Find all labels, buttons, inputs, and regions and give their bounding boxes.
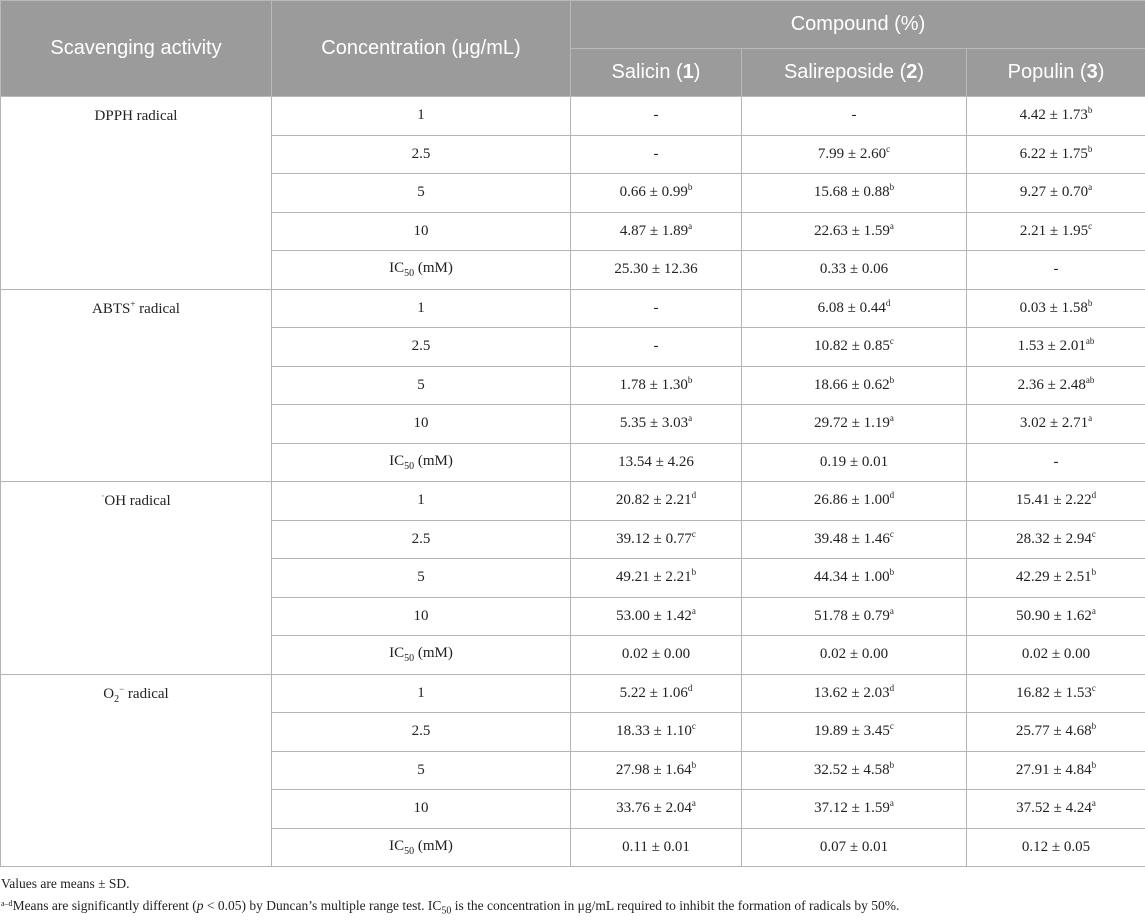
ic50-value: 0.02 ± 0.00 <box>967 636 1145 675</box>
value-cell: 6.22 ± 1.75$^b$ <box>967 135 1145 174</box>
value-cell: 37.52 ± 4.24$^a$ <box>967 790 1145 829</box>
value-cell: 37.12 ± 1.59$^a$ <box>742 790 967 829</box>
value-cell: 2.21 ± 1.95$^c$ <box>967 212 1145 251</box>
value-cell: 25.77 ± 4.68$^b$ <box>967 713 1145 752</box>
footnote-significance: $^{a-d}$Means are significantly different (p < 0.05) by Duncan’s multiple range test. $IC_{50}$ is the concentration in μg/mL required to inhibit the formation of radicals by 50%. <box>1 895 1145 923</box>
footnote-values: Values are means ± SD. <box>1 873 1145 895</box>
table-footnotes <box>0 867 1145 923</box>
concentration-cell: 1 <box>272 289 571 328</box>
value-cell: 15.68 ± 0.88$^b$ <box>742 174 967 213</box>
table-row <box>1 482 1145 521</box>
concentration-cell: 2.5 <box>272 328 571 367</box>
value-cell: 0.66 ± 0.99$^b$ <box>571 174 742 213</box>
value-cell: 5.22 ± 1.06$^d$ <box>571 674 742 713</box>
value-cell: 6.08 ± 0.44$^d$ <box>742 289 967 328</box>
ic50-value: - <box>967 251 1145 290</box>
value-cell: 20.82 ± 2.21$^d$ <box>571 482 742 521</box>
value-cell: 51.78 ± 0.79$^a$ <box>742 597 967 636</box>
ic50-label: $IC_{50}$ (mM) <box>272 443 571 482</box>
value-cell: 4.42 ± 1.73$^b$ <box>967 97 1145 136</box>
header-activity: Scavenging activity <box>1 1 272 97</box>
value-cell: 1.53 ± 2.01$^{ab}$ <box>967 328 1145 367</box>
concentration-cell: 10 <box>272 597 571 636</box>
concentration-cell: 10 <box>272 405 571 444</box>
concentration-cell: 10 <box>272 212 571 251</box>
ic50-value: 0.07 ± 0.01 <box>742 828 967 867</box>
header-concentration: Concentration (μg/mL) <box>272 1 571 97</box>
value-cell: 28.32 ± 2.94$^c$ <box>967 520 1145 559</box>
value-cell: 4.87 ± 1.89$^a$ <box>571 212 742 251</box>
value-cell: - <box>571 97 742 136</box>
activity-label: $O_2^-$ radical <box>1 674 272 867</box>
value-cell: 22.63 ± 1.59$^a$ <box>742 212 967 251</box>
concentration-cell: 5 <box>272 751 571 790</box>
activity-label: ·OH radical <box>1 482 272 675</box>
concentration-cell: 1 <box>272 482 571 521</box>
value-cell: 27.91 ± 4.84$^b$ <box>967 751 1145 790</box>
table-row <box>1 674 1145 713</box>
ic50-value: - <box>967 443 1145 482</box>
value-cell: - <box>571 328 742 367</box>
value-cell: 39.12 ± 0.77$^c$ <box>571 520 742 559</box>
concentration-cell: 5 <box>272 174 571 213</box>
activity-label: DPPH radical <box>1 97 272 290</box>
concentration-cell: 1 <box>272 97 571 136</box>
value-cell: 1.78 ± 1.30$^b$ <box>571 366 742 405</box>
activity-label: ABTS+ radical <box>1 289 272 482</box>
value-cell: 29.72 ± 1.19$^a$ <box>742 405 967 444</box>
concentration-cell: 5 <box>272 559 571 598</box>
ic50-value: 0.33 ± 0.06 <box>742 251 967 290</box>
value-cell: 26.86 ± 1.00$^d$ <box>742 482 967 521</box>
table-row <box>1 289 1145 328</box>
header-compound-2: Salireposide (2) <box>742 49 967 97</box>
ic50-value: 0.02 ± 0.00 <box>571 636 742 675</box>
concentration-cell: 5 <box>272 366 571 405</box>
table-header <box>1 1 1145 97</box>
value-cell: 18.33 ± 1.10$^c$ <box>571 713 742 752</box>
table-body <box>1 97 1145 867</box>
ic50-value: 13.54 ± 4.26 <box>571 443 742 482</box>
value-cell: 19.89 ± 3.45$^c$ <box>742 713 967 752</box>
value-cell: 50.90 ± 1.62$^a$ <box>967 597 1145 636</box>
header-compound-1: Salicin (1) <box>571 49 742 97</box>
value-cell: 0.03 ± 1.58$^b$ <box>967 289 1145 328</box>
table-row <box>1 97 1145 136</box>
concentration-cell: 2.5 <box>272 135 571 174</box>
concentration-cell: 2.5 <box>272 713 571 752</box>
value-cell: 42.29 ± 2.51$^b$ <box>967 559 1145 598</box>
value-cell: 39.48 ± 1.46$^c$ <box>742 520 967 559</box>
ic50-value: 0.19 ± 0.01 <box>742 443 967 482</box>
value-cell: 33.76 ± 2.04$^a$ <box>571 790 742 829</box>
value-cell: - <box>742 97 967 136</box>
ic50-label: $IC_{50}$ (mM) <box>272 636 571 675</box>
value-cell: - <box>571 135 742 174</box>
value-cell: 3.02 ± 2.71$^a$ <box>967 405 1145 444</box>
ic50-value: 0.12 ± 0.05 <box>967 828 1145 867</box>
value-cell: 2.36 ± 2.48$^{ab}$ <box>967 366 1145 405</box>
value-cell: 53.00 ± 1.42$^a$ <box>571 597 742 636</box>
value-cell: 15.41 ± 2.22$^d$ <box>967 482 1145 521</box>
value-cell: 44.34 ± 1.00$^b$ <box>742 559 967 598</box>
value-cell: 16.82 ± 1.53$^c$ <box>967 674 1145 713</box>
value-cell: 7.99 ± 2.60$^c$ <box>742 135 967 174</box>
value-cell: 32.52 ± 4.58$^b$ <box>742 751 967 790</box>
value-cell: 49.21 ± 2.21$^b$ <box>571 559 742 598</box>
value-cell: 18.66 ± 0.62$^b$ <box>742 366 967 405</box>
ic50-value: 0.02 ± 0.00 <box>742 636 967 675</box>
ic50-label: $IC_{50}$ (mM) <box>272 251 571 290</box>
concentration-cell: 1 <box>272 674 571 713</box>
ic50-value: 0.11 ± 0.01 <box>571 828 742 867</box>
concentration-cell: 10 <box>272 790 571 829</box>
value-cell: 10.82 ± 0.85$^c$ <box>742 328 967 367</box>
value-cell: 5.35 ± 3.03$^a$ <box>571 405 742 444</box>
value-cell: 9.27 ± 0.70$^a$ <box>967 174 1145 213</box>
value-cell: 13.62 ± 2.03$^d$ <box>742 674 967 713</box>
ic50-label: $IC_{50}$ (mM) <box>272 828 571 867</box>
header-compound: Compound (%) <box>571 1 1145 49</box>
value-cell: 27.98 ± 1.64$^b$ <box>571 751 742 790</box>
value-cell: - <box>571 289 742 328</box>
concentration-cell: 2.5 <box>272 520 571 559</box>
ic50-value: 25.30 ± 12.36 <box>571 251 742 290</box>
header-compound-3: Populin (3) <box>967 49 1145 97</box>
